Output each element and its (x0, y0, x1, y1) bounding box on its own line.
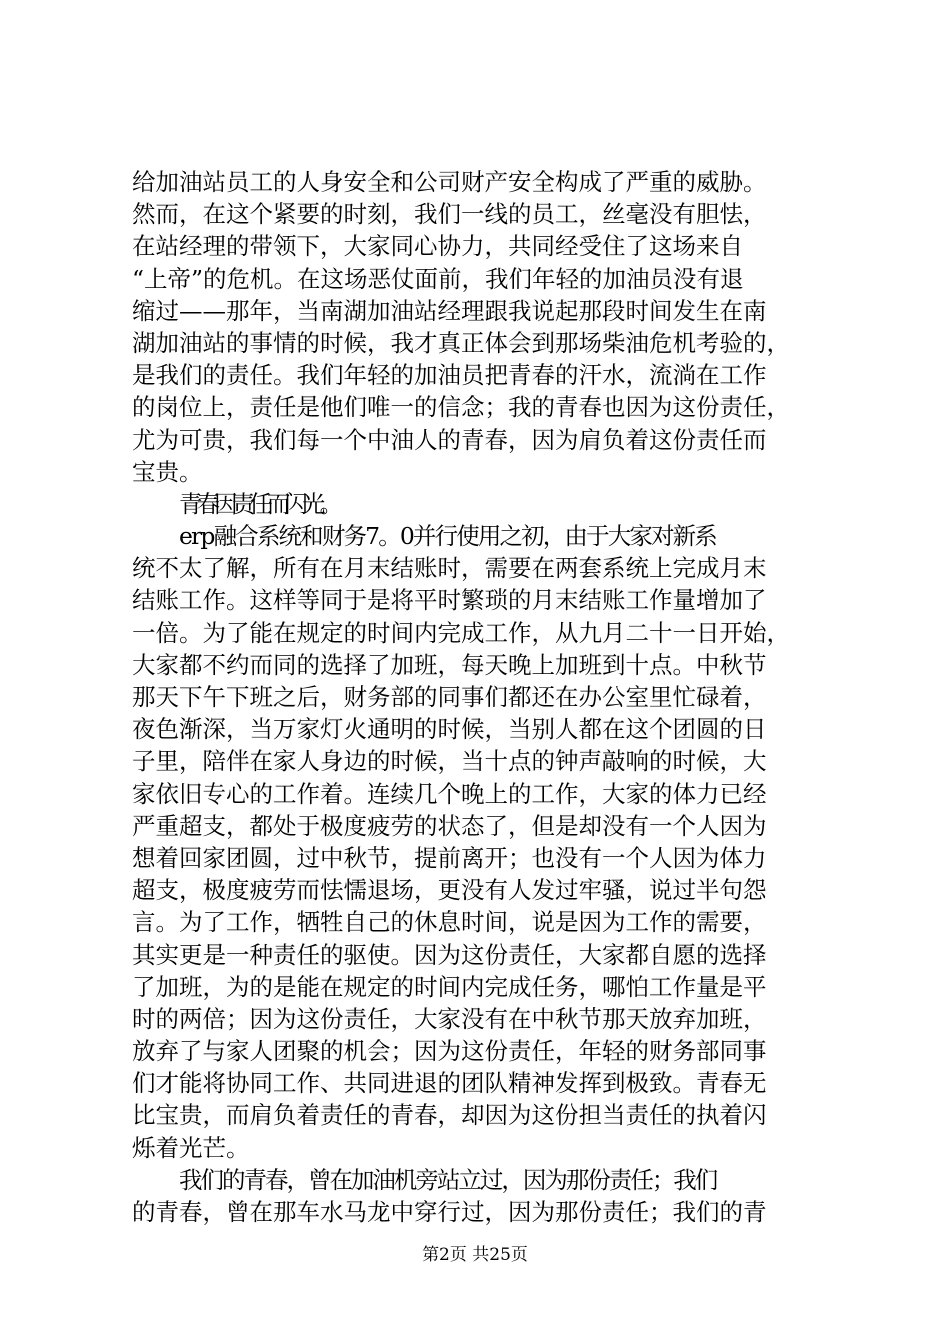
paragraph-line: 是我们的责任。我们年轻的加油员把青春的汗水，流淌在工作 (132, 361, 767, 390)
paragraph-line: 宝贵。 (132, 457, 203, 486)
paragraph-line: 言。为了工作，牺牲自己的休息时间，说是因为工作的需要， (132, 908, 767, 937)
paragraph-line: “上帝”的危机。在这场恶仗面前，我们年轻的加油员没有退 (132, 264, 744, 293)
paragraph-line: 们才能将协同工作、共同进退的团队精神发挥到极致。青春无 (132, 1069, 767, 1098)
paragraph-line: 缩过——那年，当南湖加油站经理跟我说起那段时间发生在南 (132, 296, 767, 325)
paragraph-line: 大家都不约而同的选择了加班，每天晚上加班到十点。中秋节 (132, 650, 767, 679)
paragraph-line: 了加班，为的是能在规定的时间内完成任务，哪怕工作量是平 (132, 972, 767, 1001)
paragraph-line: 的岗位上，责任是他们唯一的信念；我的青春也因为这份责任， (132, 393, 790, 422)
paragraph-line: 夜色渐深，当万家灯火通明的时候，当别人都在这个团圆的日 (132, 715, 767, 744)
paragraph-line: 一倍。为了能在规定的时间内完成工作，从九月二十一日开始， (132, 618, 790, 647)
paragraph-line: 然而，在这个紧要的时刻，我们一线的员工，丝毫没有胆怯， (132, 200, 767, 229)
paragraph-line: 超支，极度疲劳而怯懦退场，更没有人发过牢骚，说过半句怨 (132, 876, 767, 905)
paragraph-line: 的青春，曾在那车水马龙中穿行过，因为那份责任；我们的青 (132, 1198, 767, 1226)
paragraph-line: 在站经理的带领下，大家同心协力，共同经受住了这场来自 (132, 232, 743, 261)
paragraph-line: 尤为可贵，我们每一个中油人的青春，因为肩负着这份责任而 (132, 425, 767, 454)
paragraph-line: 想着回家团圆，过中秋节，提前离开；也没有一个人因为体力 (132, 843, 767, 872)
paragraph-line: 我们的青春，曾在加油机旁站立过，因为那份责任；我们 (179, 1165, 717, 1194)
page-footer: 第2页 共25页 (422, 1245, 528, 1265)
paragraph-line: 给加油站员工的人身安全和公司财产安全构成了严重的威胁。 (132, 168, 767, 196)
paragraph-line: 放弃了与家人团聚的机会；因为这份责任，年轻的财务部同事 (132, 1037, 767, 1066)
paragraph-line: 比宝贵，而肩负着责任的青春，却因为这份担当责任的执着闪 (132, 1101, 767, 1130)
paragraph-line: 那天下午下班之后，财务部的同事们都还在办公室里忙碌着， (132, 683, 767, 711)
paragraph-line: erp融合系统和财务7。0并行使用之初，由于大家对新系 (179, 522, 716, 551)
body-text (132, 166, 837, 1228)
paragraph-line: 其实更是一种责任的驱使。因为这份责任，大家都自愿的选择 (132, 940, 767, 969)
paragraph-line: 时的两倍；因为这份责任，大家没有在中秋节那天放弃加班， (132, 1004, 767, 1033)
paragraph-line: 湖加油站的事情的时候，我才真正体会到那场柴油危机考验的， (132, 328, 790, 357)
paragraph-line: 家依旧专心的工作着。连续几个晚上的工作，大家的体力已经 (132, 779, 767, 808)
paragraph-line: 统不太了解，所有在月末结账时，需要在两套系统上完成月末 (132, 554, 767, 583)
paragraph-line: 烁着光芒。 (132, 1133, 250, 1162)
paragraph-line: 子里，陪伴在家人身边的时候，当十点的钟声敲响的时候，大 (132, 747, 767, 776)
paragraph-line: 结账工作。这样等同于是将平时繁琐的月末结账工作量增加了 (132, 586, 767, 615)
paragraph-line: 严重超支，都处于极度疲劳的状态了，但是却没有一个人因为 (132, 811, 767, 840)
paragraph-line: 青春因责任而闪光。 (179, 489, 338, 518)
